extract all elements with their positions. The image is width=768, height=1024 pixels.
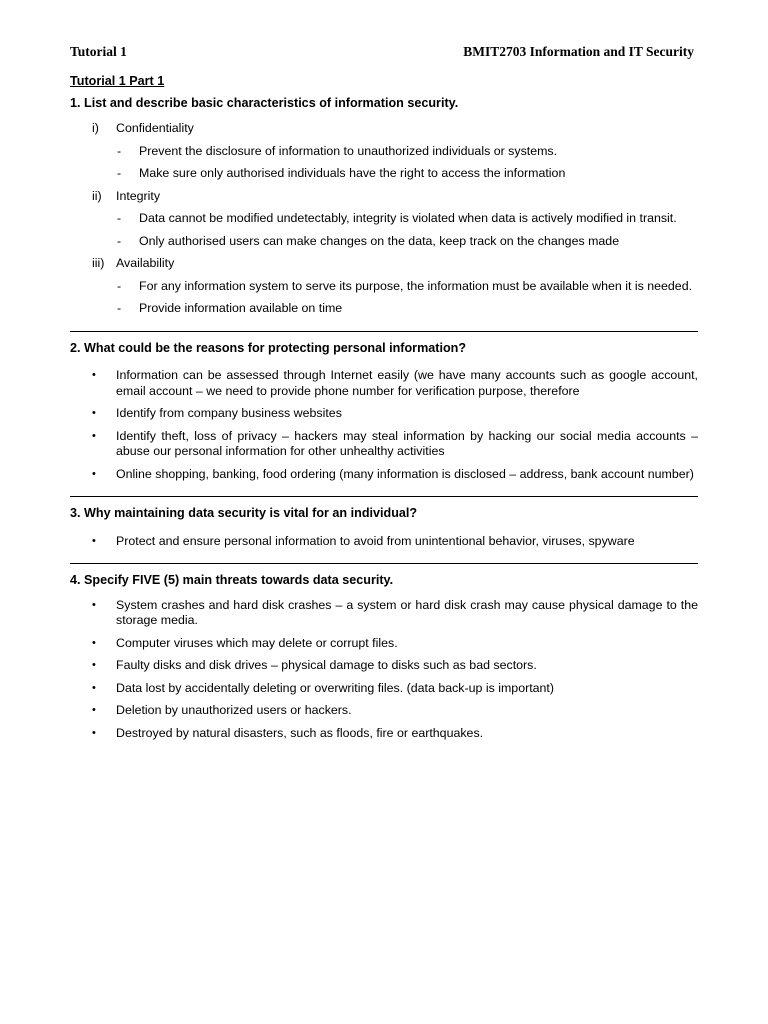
question-4-section: [70, 573, 698, 741]
dash-marker: -: [117, 166, 122, 180]
dash-marker: -: [117, 301, 122, 315]
roman-numeral: ii): [92, 188, 102, 203]
point-text: Data cannot be modified undetectably, integrity is violated when data is actively modified in transit.: [139, 211, 677, 225]
characteristic-label: Integrity: [116, 188, 161, 203]
list-item: [70, 144, 698, 160]
header-tutorial-label: Tutorial 1: [70, 44, 127, 59]
list-item: [70, 368, 698, 399]
list-item: [70, 658, 698, 674]
section-divider: [70, 331, 698, 332]
list-item: [70, 211, 698, 227]
list-item-confidentiality: [70, 121, 698, 137]
bullet-text: Faulty disks and disk drives – physical damage to disks such as bad sectors.: [116, 658, 537, 672]
point-text: Prevent the disclosure of information to unauthorized individuals or systems.: [139, 143, 558, 158]
list-item: [70, 234, 698, 250]
bullet-text: Online shopping, banking, food ordering (many information is disclosed – address, bank account number): [116, 466, 694, 481]
question-1-heading: 1. List and describe basic characteristics of information security.: [70, 95, 459, 110]
dash-marker: -: [117, 233, 122, 248]
dash-marker: -: [117, 211, 122, 225]
roman-numeral: iii): [92, 256, 105, 270]
bullet-text: Deletion by unauthorized users or hackers.: [116, 703, 352, 717]
bullet-marker: •: [92, 534, 96, 547]
bullet-marker: •: [92, 659, 96, 671]
bullet-text: Identify theft, loss of privacy – hackers may steal information by hacking our social media accounts – abuse our personal information for other unhealthy activities: [116, 428, 698, 458]
vital-reasons-list: [70, 534, 698, 550]
header-course-title: BMIT2703 Information and IT Security: [463, 44, 694, 59]
list-item: [70, 598, 698, 629]
dash-marker: -: [117, 278, 122, 293]
question-2-section: [70, 341, 698, 483]
threats-list: [70, 598, 698, 742]
roman-numeral: i): [92, 121, 99, 135]
section-divider: [70, 563, 698, 564]
bullet-marker: •: [92, 369, 96, 381]
point-text: Make sure only authorised individuals have the right to access the information: [139, 166, 566, 180]
bullet-marker: •: [92, 726, 96, 739]
bullet-text: System crashes and hard disk crashes – a system or hard disk crash may cause physical damage to the storage media.: [116, 597, 698, 627]
part-title: Tutorial 1 Part 1: [70, 74, 165, 88]
dash-marker: -: [117, 143, 122, 158]
point-text: Only authorised users can make changes on the data, keep track on the changes made: [139, 233, 620, 248]
list-item: [70, 406, 698, 422]
characteristic-label: Confidentiality: [116, 121, 194, 135]
bullet-text: Computer viruses which may delete or corrupt files.: [116, 635, 398, 650]
list-item: [70, 636, 698, 652]
bullet-text: Data lost by accidentally deleting or overwriting files. (data back-up is important): [116, 680, 555, 695]
characteristics-list: [70, 121, 698, 317]
list-item-integrity: [70, 189, 698, 205]
bullet-marker: •: [92, 636, 96, 649]
list-item: [70, 681, 698, 697]
list-item: [70, 467, 698, 483]
list-item-availability: [70, 256, 698, 272]
reasons-list: [70, 368, 698, 482]
bullet-text: Identify from company business websites: [116, 406, 342, 420]
bullet-marker: •: [92, 681, 96, 694]
bullet-marker: •: [92, 467, 96, 480]
question-3-heading: 3. Why maintaining data security is vital for an individual?: [70, 506, 418, 520]
integrity-points: [70, 211, 698, 249]
confidentiality-points: [70, 144, 698, 182]
list-item: [70, 301, 698, 317]
list-item: [70, 703, 698, 719]
bullet-text: Protect and ensure personal information to avoid from unintentional behavior, viruses, spyware: [116, 533, 635, 548]
list-item: [70, 726, 698, 742]
question-3-section: [70, 506, 698, 549]
bullet-marker: •: [92, 598, 96, 611]
list-item: [70, 279, 698, 295]
point-text: For any information system to serve its purpose, the information must be available when it is needed.: [139, 278, 693, 293]
bullet-marker: •: [92, 407, 96, 419]
question-4-heading: 4. Specify FIVE (5) main threats towards data security.: [70, 573, 394, 587]
bullet-text: Information can be assessed through Internet easily (we have many accounts such as google account, email account – we need to provide phone number for verification purpose, therefore: [116, 368, 698, 398]
question-1-section: [70, 96, 698, 317]
bullet-marker: •: [92, 704, 96, 716]
characteristic-label: Availability: [116, 256, 175, 270]
list-item: [70, 534, 698, 550]
document-body: [70, 74, 698, 748]
list-item: [70, 429, 698, 460]
point-text: Provide information available on time: [139, 301, 343, 315]
question-2-heading: 2. What could be the reasons for protecting personal information?: [70, 340, 467, 355]
bullet-text: Destroyed by natural disasters, such as floods, fire or earthquakes.: [116, 725, 484, 740]
section-divider: [70, 496, 698, 497]
bullet-marker: •: [92, 429, 96, 442]
list-item: [70, 166, 698, 182]
availability-points: [70, 279, 698, 317]
